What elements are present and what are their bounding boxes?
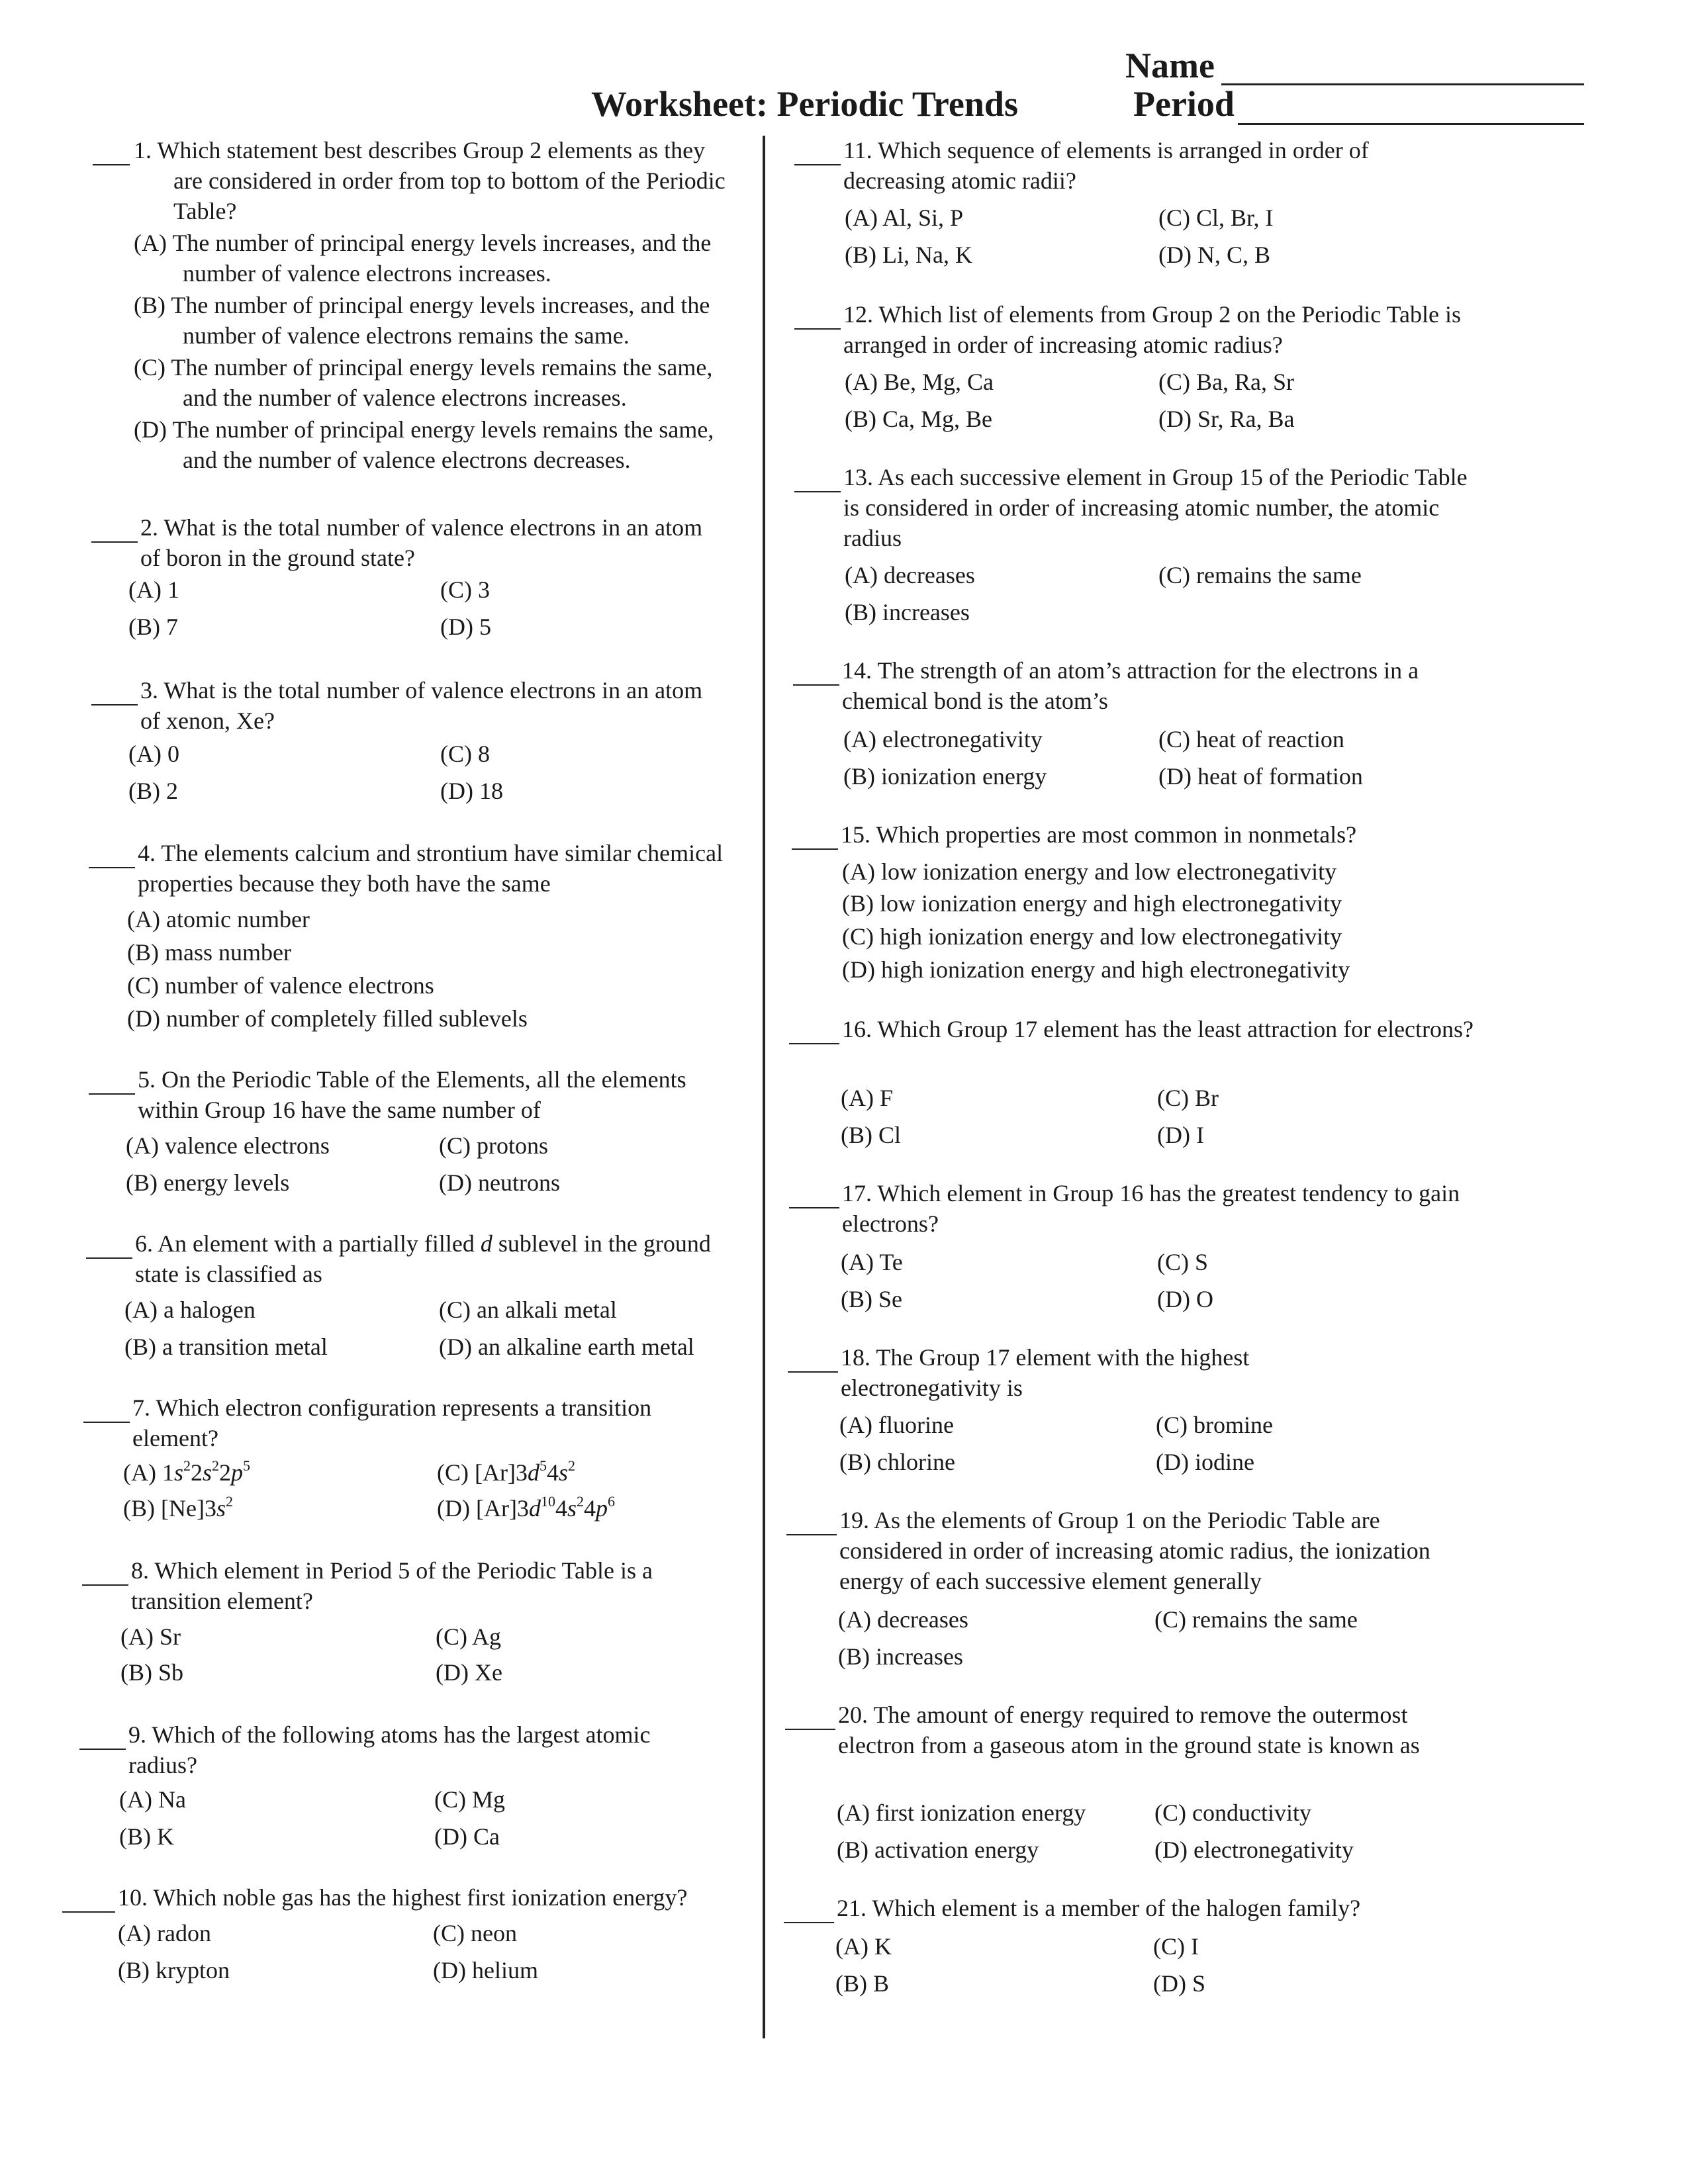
worksheet-title: Worksheet: Periodic Trends xyxy=(591,84,1018,124)
question-3 xyxy=(91,675,727,736)
question-number: 17. xyxy=(842,1180,872,1206)
question-text: The amount of energy required to remove the outermost electron from a gaseous atom in the ground state is known as xyxy=(838,1702,1420,1758)
question-number: 10. xyxy=(118,1884,148,1911)
q19-option-c: (C) remains the same xyxy=(1154,1606,1358,1633)
q16-option-b: (B) Cl xyxy=(841,1122,902,1148)
q16-option-c: (C) Br xyxy=(1157,1085,1219,1111)
question-text: Which sequence of elements is arranged in order of decreasing atomic radii? xyxy=(843,137,1369,194)
question-21 xyxy=(784,1893,1472,1923)
q5-option-b: (B) energy levels xyxy=(126,1169,290,1196)
question-text: Which properties are most common in nonmetals? xyxy=(876,821,1357,848)
period-label: Period xyxy=(1133,84,1235,124)
q16-option-d: (D) I xyxy=(1157,1122,1204,1148)
answer-blank[interactable] xyxy=(785,1729,835,1730)
q18-option-a: (A) fluorine xyxy=(839,1412,954,1438)
q19-option-b: (B) increases xyxy=(838,1643,963,1670)
question-number: 18. xyxy=(841,1344,870,1371)
question-text-b: sublevel in the ground state is classified as xyxy=(135,1230,711,1287)
question-text: Which element in Period 5 of the Periodic Table is a transition element? xyxy=(131,1557,653,1614)
question-number: 14. xyxy=(842,657,872,684)
question-1 xyxy=(94,135,729,475)
q6-option-c: (C) an alkali metal xyxy=(439,1297,617,1323)
q2-option-c: (C) 3 xyxy=(440,576,490,603)
question-text: Which Group 17 element has the least attraction for electrons? xyxy=(877,1016,1474,1042)
q15-option-a: (A) low ionization energy and low electronegativity xyxy=(842,858,1337,885)
q10-option-d: (D) helium xyxy=(433,1957,538,1983)
question-6 xyxy=(86,1228,722,1289)
q5-option-d: (D) neutrons xyxy=(439,1169,560,1196)
period-field[interactable] xyxy=(1238,123,1584,125)
q13-option-c: (C) remains the same xyxy=(1158,562,1362,588)
question-11 xyxy=(794,135,1476,196)
q7-option-b: (B) $[Ne]3s^2$ xyxy=(123,1493,233,1522)
answer-blank[interactable] xyxy=(784,1922,834,1923)
answer-blank[interactable] xyxy=(62,1911,115,1913)
q2-option-d: (D) 5 xyxy=(440,614,491,640)
answer-blank[interactable] xyxy=(793,684,839,686)
q11-option-c: (C) Cl, Br, I xyxy=(1158,205,1274,231)
question-number: 16. xyxy=(842,1016,872,1042)
q3-option-a: (A) 0 xyxy=(128,741,179,767)
q8-option-d: (D) Xe xyxy=(436,1659,502,1686)
q8-option-c: (C) Ag xyxy=(436,1623,501,1650)
question-text: As the elements of Group 1 on the Periodic Table are considered in order of increasing atomic radius, the ionization energy of each successive element generally xyxy=(839,1507,1430,1594)
answer-blank[interactable] xyxy=(788,1371,838,1373)
question-text: The elements calcium and strontium have similar chemical properties because they both have the same xyxy=(138,840,724,897)
option-a: (A) The number of principal energy levels increases, and the number of valence electrons increases. xyxy=(134,230,712,287)
question-number: 5. xyxy=(138,1066,156,1093)
question-8 xyxy=(82,1555,718,1616)
q10-option-c: (C) neon xyxy=(433,1920,517,1946)
answer-blank[interactable] xyxy=(794,164,841,165)
q13-option-a: (A) decreases xyxy=(845,562,975,588)
answer-blank[interactable] xyxy=(83,1422,130,1423)
question-10 xyxy=(62,1882,757,1913)
q11-option-b: (B) Li, Na, K xyxy=(845,242,972,268)
q16-option-a: (A) F xyxy=(841,1085,893,1111)
q10-option-a: (A) radon xyxy=(118,1920,211,1946)
q13-option-b: (B) increases xyxy=(845,599,970,625)
question-4 xyxy=(89,838,724,899)
q2-option-a: (A) 1 xyxy=(128,576,179,603)
answer-blank[interactable] xyxy=(794,328,841,330)
q6-option-d: (D) an alkaline earth metal xyxy=(439,1334,694,1360)
q17-option-a: (A) Te xyxy=(841,1249,903,1275)
question-13 xyxy=(794,462,1476,553)
q17-option-b: (B) Se xyxy=(841,1286,902,1312)
question-text: Which electron configuration represents a transition element? xyxy=(132,1394,652,1451)
question-text: The strength of an atom’s attraction for the electrons in a chemical bond is the atom’s xyxy=(842,657,1419,714)
answer-blank[interactable] xyxy=(89,1093,135,1095)
question-number: 6. xyxy=(135,1230,153,1257)
q8-option-a: (A) Sr xyxy=(120,1623,181,1650)
question-text: Which element in Group 16 has the greatest tendency to gain electrons? xyxy=(842,1180,1460,1237)
question-9 xyxy=(79,1719,715,1780)
question-text: Which statement best describes Group 2 elements as they are considered in order from top to bottom of the Periodic Table? xyxy=(157,137,726,224)
q20-option-a: (A) first ionization energy xyxy=(837,1799,1086,1826)
q15-option-b: (B) low ionization energy and high electronegativity xyxy=(842,890,1342,917)
q5-option-c: (C) protons xyxy=(439,1132,548,1159)
question-number: 1. xyxy=(134,137,152,163)
q12-option-b: (B) Ca, Mg, Be xyxy=(845,406,992,432)
q18-option-b: (B) chlorine xyxy=(839,1449,955,1475)
question-20 xyxy=(785,1700,1474,1760)
question-text: What is the total number of valence electrons in an atom of boron in the ground state? xyxy=(140,514,703,571)
question-text: What is the total number of valence electrons in an atom of xenon, Xe? xyxy=(140,677,703,734)
answer-blank[interactable] xyxy=(91,541,138,543)
q7-option-d: (D) $[Ar]3d^{10}4s^24p^6$ xyxy=(437,1493,615,1522)
question-number: 15. xyxy=(841,821,870,848)
question-text-a: An element with a partially filled xyxy=(158,1230,475,1257)
q8-option-b: (B) Sb xyxy=(120,1659,184,1686)
answer-blank[interactable] xyxy=(79,1749,126,1750)
q19-option-a: (A) decreases xyxy=(838,1606,968,1633)
question-text: Which list of elements from Group 2 on the Periodic Table is arranged in order of increasing atomic radius? xyxy=(843,301,1461,358)
q7-option-c: (C) $[Ar]3d^54s^2$ xyxy=(437,1457,575,1486)
q14-option-b: (B) ionization energy xyxy=(843,763,1047,790)
answer-blank[interactable] xyxy=(794,491,841,492)
q5-option-a: (A) valence electrons xyxy=(126,1132,330,1159)
question-number: 8. xyxy=(131,1557,149,1584)
question-number: 19. xyxy=(839,1507,869,1533)
q11-option-d: (D) N, C, B xyxy=(1158,242,1270,268)
answer-blank[interactable] xyxy=(91,704,138,705)
answer-blank[interactable] xyxy=(786,1534,837,1535)
question-2 xyxy=(91,512,727,573)
option-c: (C) The number of principal energy levels remains the same, and the number of valence electrons increases. xyxy=(134,354,713,411)
question-15 xyxy=(792,819,1474,850)
q9-option-a: (A) Na xyxy=(119,1786,186,1813)
q3-option-d: (D) 18 xyxy=(440,778,503,804)
option-d: (D) The number of principal energy levels remains the same, and the number of valence electrons decreases. xyxy=(134,416,714,473)
q7-option-a: (A) $1s^22s^22p^5$ xyxy=(123,1457,251,1486)
question-number: 4. xyxy=(138,840,156,866)
q20-option-d: (D) electronegativity xyxy=(1154,1837,1354,1863)
q18-option-c: (C) bromine xyxy=(1156,1412,1273,1438)
answer-blank[interactable] xyxy=(792,848,838,850)
question-text: Which element is a member of the halogen family? xyxy=(872,1895,1361,1921)
q20-option-c: (C) conductivity xyxy=(1154,1799,1311,1826)
name-field[interactable] xyxy=(1221,83,1584,85)
q6-option-b: (B) a transition metal xyxy=(124,1334,328,1360)
q14-option-d: (D) heat of formation xyxy=(1158,763,1363,790)
answer-blank[interactable] xyxy=(789,1207,839,1208)
q15-option-c: (C) high ionization energy and low electronegativity xyxy=(842,923,1342,950)
answer-blank[interactable] xyxy=(89,867,135,868)
q12-option-a: (A) Be, Mg, Ca xyxy=(845,369,994,395)
q15-option-d: (D) high ionization energy and high electronegativity xyxy=(842,956,1350,983)
q14-option-c: (C) heat of reaction xyxy=(1158,726,1344,752)
question-text: As each successive element in Group 15 of the Periodic Table is considered in order of increasing atomic number, the atomic radius xyxy=(843,464,1468,551)
q18-option-d: (D) iodine xyxy=(1156,1449,1254,1475)
q21-option-c: (C) I xyxy=(1153,1933,1199,1960)
q10-option-b: (B) krypton xyxy=(118,1957,230,1983)
question-number: 2. xyxy=(140,514,158,541)
question-12 xyxy=(794,299,1476,360)
q3-option-b: (B) 2 xyxy=(128,778,178,804)
answer-blank[interactable] xyxy=(93,164,130,165)
question-text: Which noble gas has the highest first ionization energy? xyxy=(153,1884,688,1911)
question-7 xyxy=(83,1392,719,1453)
question-14 xyxy=(793,655,1481,716)
q17-option-c: (C) S xyxy=(1157,1249,1209,1275)
question-number: 3. xyxy=(140,677,158,704)
q12-option-c: (C) Ba, Ra, Sr xyxy=(1158,369,1294,395)
question-number: 21. xyxy=(837,1895,867,1921)
question-number: 13. xyxy=(843,464,873,490)
answer-blank[interactable] xyxy=(789,1043,839,1044)
q4-option-c: (C) number of valence electrons xyxy=(127,972,434,999)
question-text-d: d xyxy=(480,1230,492,1257)
q21-option-b: (B) B xyxy=(835,1970,889,1997)
q17-option-d: (D) O xyxy=(1157,1286,1213,1312)
q9-option-b: (B) K xyxy=(119,1823,174,1850)
answer-blank[interactable] xyxy=(82,1584,128,1586)
answer-blank[interactable] xyxy=(86,1257,132,1259)
q4-option-d: (D) number of completely filled sublevels xyxy=(127,1005,528,1032)
question-18 xyxy=(788,1342,1383,1403)
question-text: On the Periodic Table of the Elements, all the elements within Group 16 have the same number of xyxy=(138,1066,686,1123)
question-number: 20. xyxy=(838,1702,868,1728)
column-divider xyxy=(763,136,765,2038)
q20-option-b: (B) activation energy xyxy=(837,1837,1039,1863)
q9-option-d: (D) Ca xyxy=(434,1823,500,1850)
q3-option-c: (C) 8 xyxy=(440,741,490,767)
q6-option-a: (A) a halogen xyxy=(124,1297,256,1323)
question-16 xyxy=(789,1014,1477,1044)
question-number: 11. xyxy=(843,137,872,163)
q4-option-a: (A) atomic number xyxy=(127,906,310,933)
option-b: (B) The number of principal energy levels increases, and the number of valence electrons remains the same. xyxy=(134,292,710,349)
q21-option-a: (A) K xyxy=(835,1933,892,1960)
question-text: Which of the following atoms has the largest atomic radius? xyxy=(128,1721,651,1778)
question-19 xyxy=(786,1505,1475,1596)
q14-option-a: (A) electronegativity xyxy=(843,726,1043,752)
q11-option-a: (A) Al, Si, P xyxy=(845,205,964,231)
question-text: The Group 17 element with the highest electronegativity is xyxy=(841,1344,1250,1401)
question-number: 9. xyxy=(128,1721,146,1748)
q12-option-d: (D) Sr, Ra, Ba xyxy=(1158,406,1295,432)
question-5 xyxy=(89,1064,724,1125)
question-number: 12. xyxy=(843,301,873,328)
q9-option-c: (C) Mg xyxy=(434,1786,505,1813)
name-label: Name xyxy=(1125,46,1215,85)
q21-option-d: (D) S xyxy=(1153,1970,1205,1997)
q4-option-b: (B) mass number xyxy=(127,939,291,966)
q2-option-b: (B) 7 xyxy=(128,614,178,640)
question-17 xyxy=(789,1178,1477,1239)
question-number: 7. xyxy=(132,1394,150,1421)
